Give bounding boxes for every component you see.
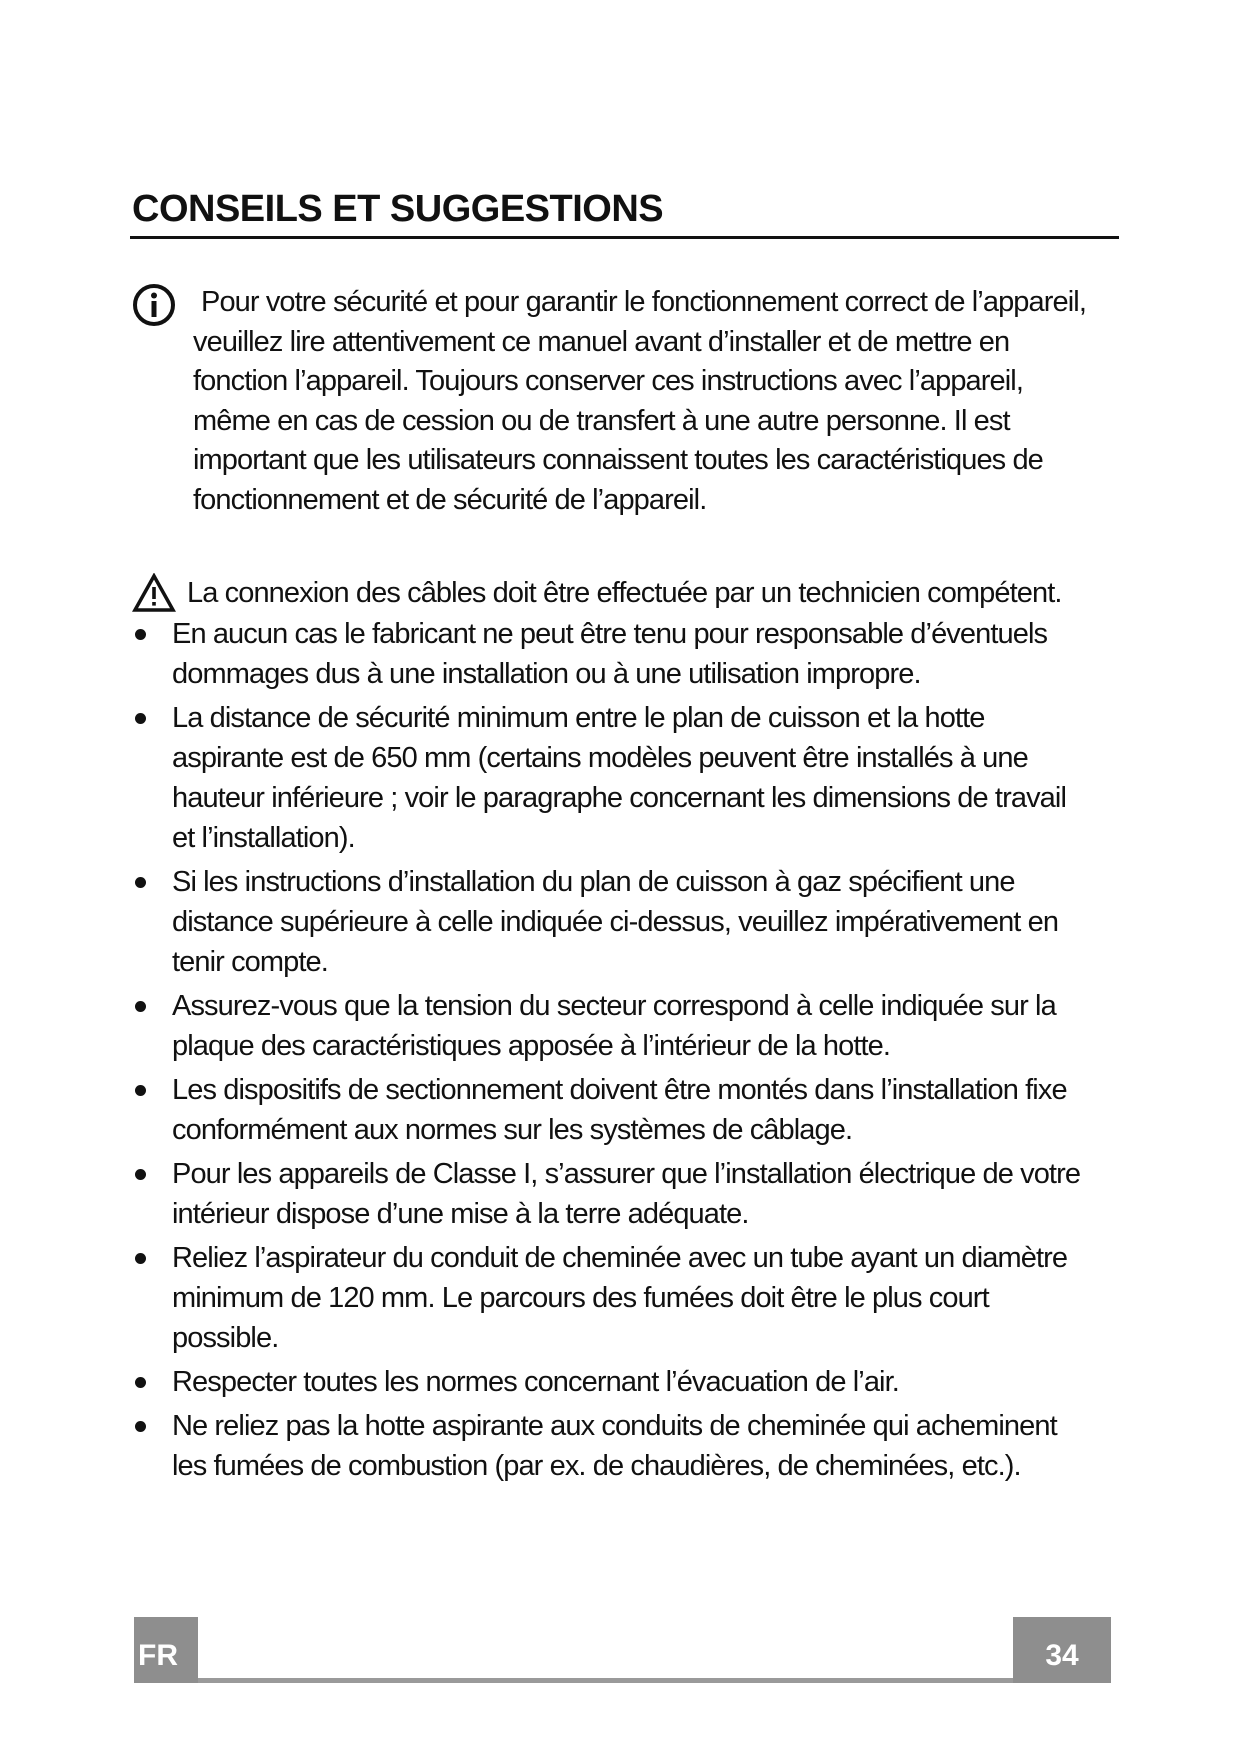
- list-item: [132, 986, 1092, 1066]
- warning-triangle-icon: [132, 573, 176, 613]
- bullet-icon: [135, 877, 146, 888]
- language-tab: FR: [134, 1617, 198, 1683]
- list-item: [132, 614, 1092, 694]
- list-item-text: En aucun cas le fabricant ne peut être tenu pour responsable d’éventuels dommages dus à une installation ou à une utilisation impropre.: [172, 618, 1048, 690]
- list-item-text: Les dispositifs de sectionnement doivent être montés dans l’installation fixe conformément aux normes sur les systèmes de câblage.: [172, 1074, 1067, 1146]
- title-divider: [130, 236, 1119, 239]
- bullet-icon: [135, 713, 146, 724]
- list-item: [132, 1406, 1092, 1486]
- bullet-icon: [135, 1001, 146, 1012]
- list-item: [132, 698, 1092, 858]
- list-item-text: Reliez l’aspirateur du conduit de cheminée avec un tube ayant un diamètre minimum de 120 mm. Le parcours des fumées doit être le plus court possible.: [172, 1242, 1068, 1354]
- bullet-icon: [135, 1085, 146, 1096]
- list-item: [132, 1238, 1092, 1358]
- info-text: Pour votre sécurité et pour garantir le fonctionnement correct de l’appareil, veuillez lire attentivement ce manuel avant d’installer et de mettre en fonction l’appareil. Toujours conserver ces instructions avec l’appareil, même en cas de cession ou de transfert à une autre personne. Il est important que les utilisateurs connaissent toutes les caractéristiques de fonctionnement et de sécurité de l’appareil.: [193, 286, 1086, 516]
- warning-text: La connexion des câbles doit être effectuée par un technicien compétent.: [187, 577, 1062, 609]
- list-item: [132, 862, 1092, 982]
- list-item-text: Ne reliez pas la hotte aspirante aux conduits de cheminée qui acheminent les fumées de combustion (par ex. de chaudières, de cheminées, etc.).: [172, 1410, 1057, 1482]
- info-circle-icon: [132, 283, 176, 327]
- bullet-icon: [135, 1253, 146, 1264]
- list-item-text: Si les instructions d’installation du plan de cuisson à gaz spécifient une distance supérieure à celle indiquée ci-dessus, veuillez impérativement en tenir compte.: [172, 866, 1059, 978]
- bullet-icon: [135, 1377, 146, 1388]
- list-item: [132, 1070, 1092, 1150]
- list-item-text: Assurez-vous que la tension du secteur correspond à celle indiquée sur la plaque des caractéristiques apposée à l’intérieur de la hotte.: [172, 990, 1056, 1062]
- page-number: 34: [1013, 1617, 1111, 1683]
- info-notice: [132, 283, 1092, 520]
- footer-divider: [134, 1678, 1111, 1683]
- page-title: CONSEILS ET SUGGESTIONS: [132, 188, 664, 230]
- list-item-text: La distance de sécurité minimum entre le plan de cuisson et la hotte aspirante est de 650 mm (certains modèles peuvent être installés à une hauteur inférieure ; voir le paragraphe concernant les dimensions de travail et l’installation).: [172, 702, 1066, 854]
- list-item: [132, 1362, 1092, 1402]
- list-item-text: Respecter toutes les normes concernant l’évacuation de l’air.: [172, 1366, 899, 1398]
- bullet-icon: [135, 629, 146, 640]
- bullet-icon: [135, 1421, 146, 1432]
- safety-bullet-list: [132, 614, 1092, 1490]
- list-item: [132, 1154, 1092, 1234]
- list-item-text: Pour les appareils de Classe I, s’assurer que l’installation électrique de votre intérieur dispose d’une mise à la terre adéquate.: [172, 1158, 1081, 1230]
- bullet-icon: [135, 1169, 146, 1180]
- warning-notice: [132, 573, 1092, 613]
